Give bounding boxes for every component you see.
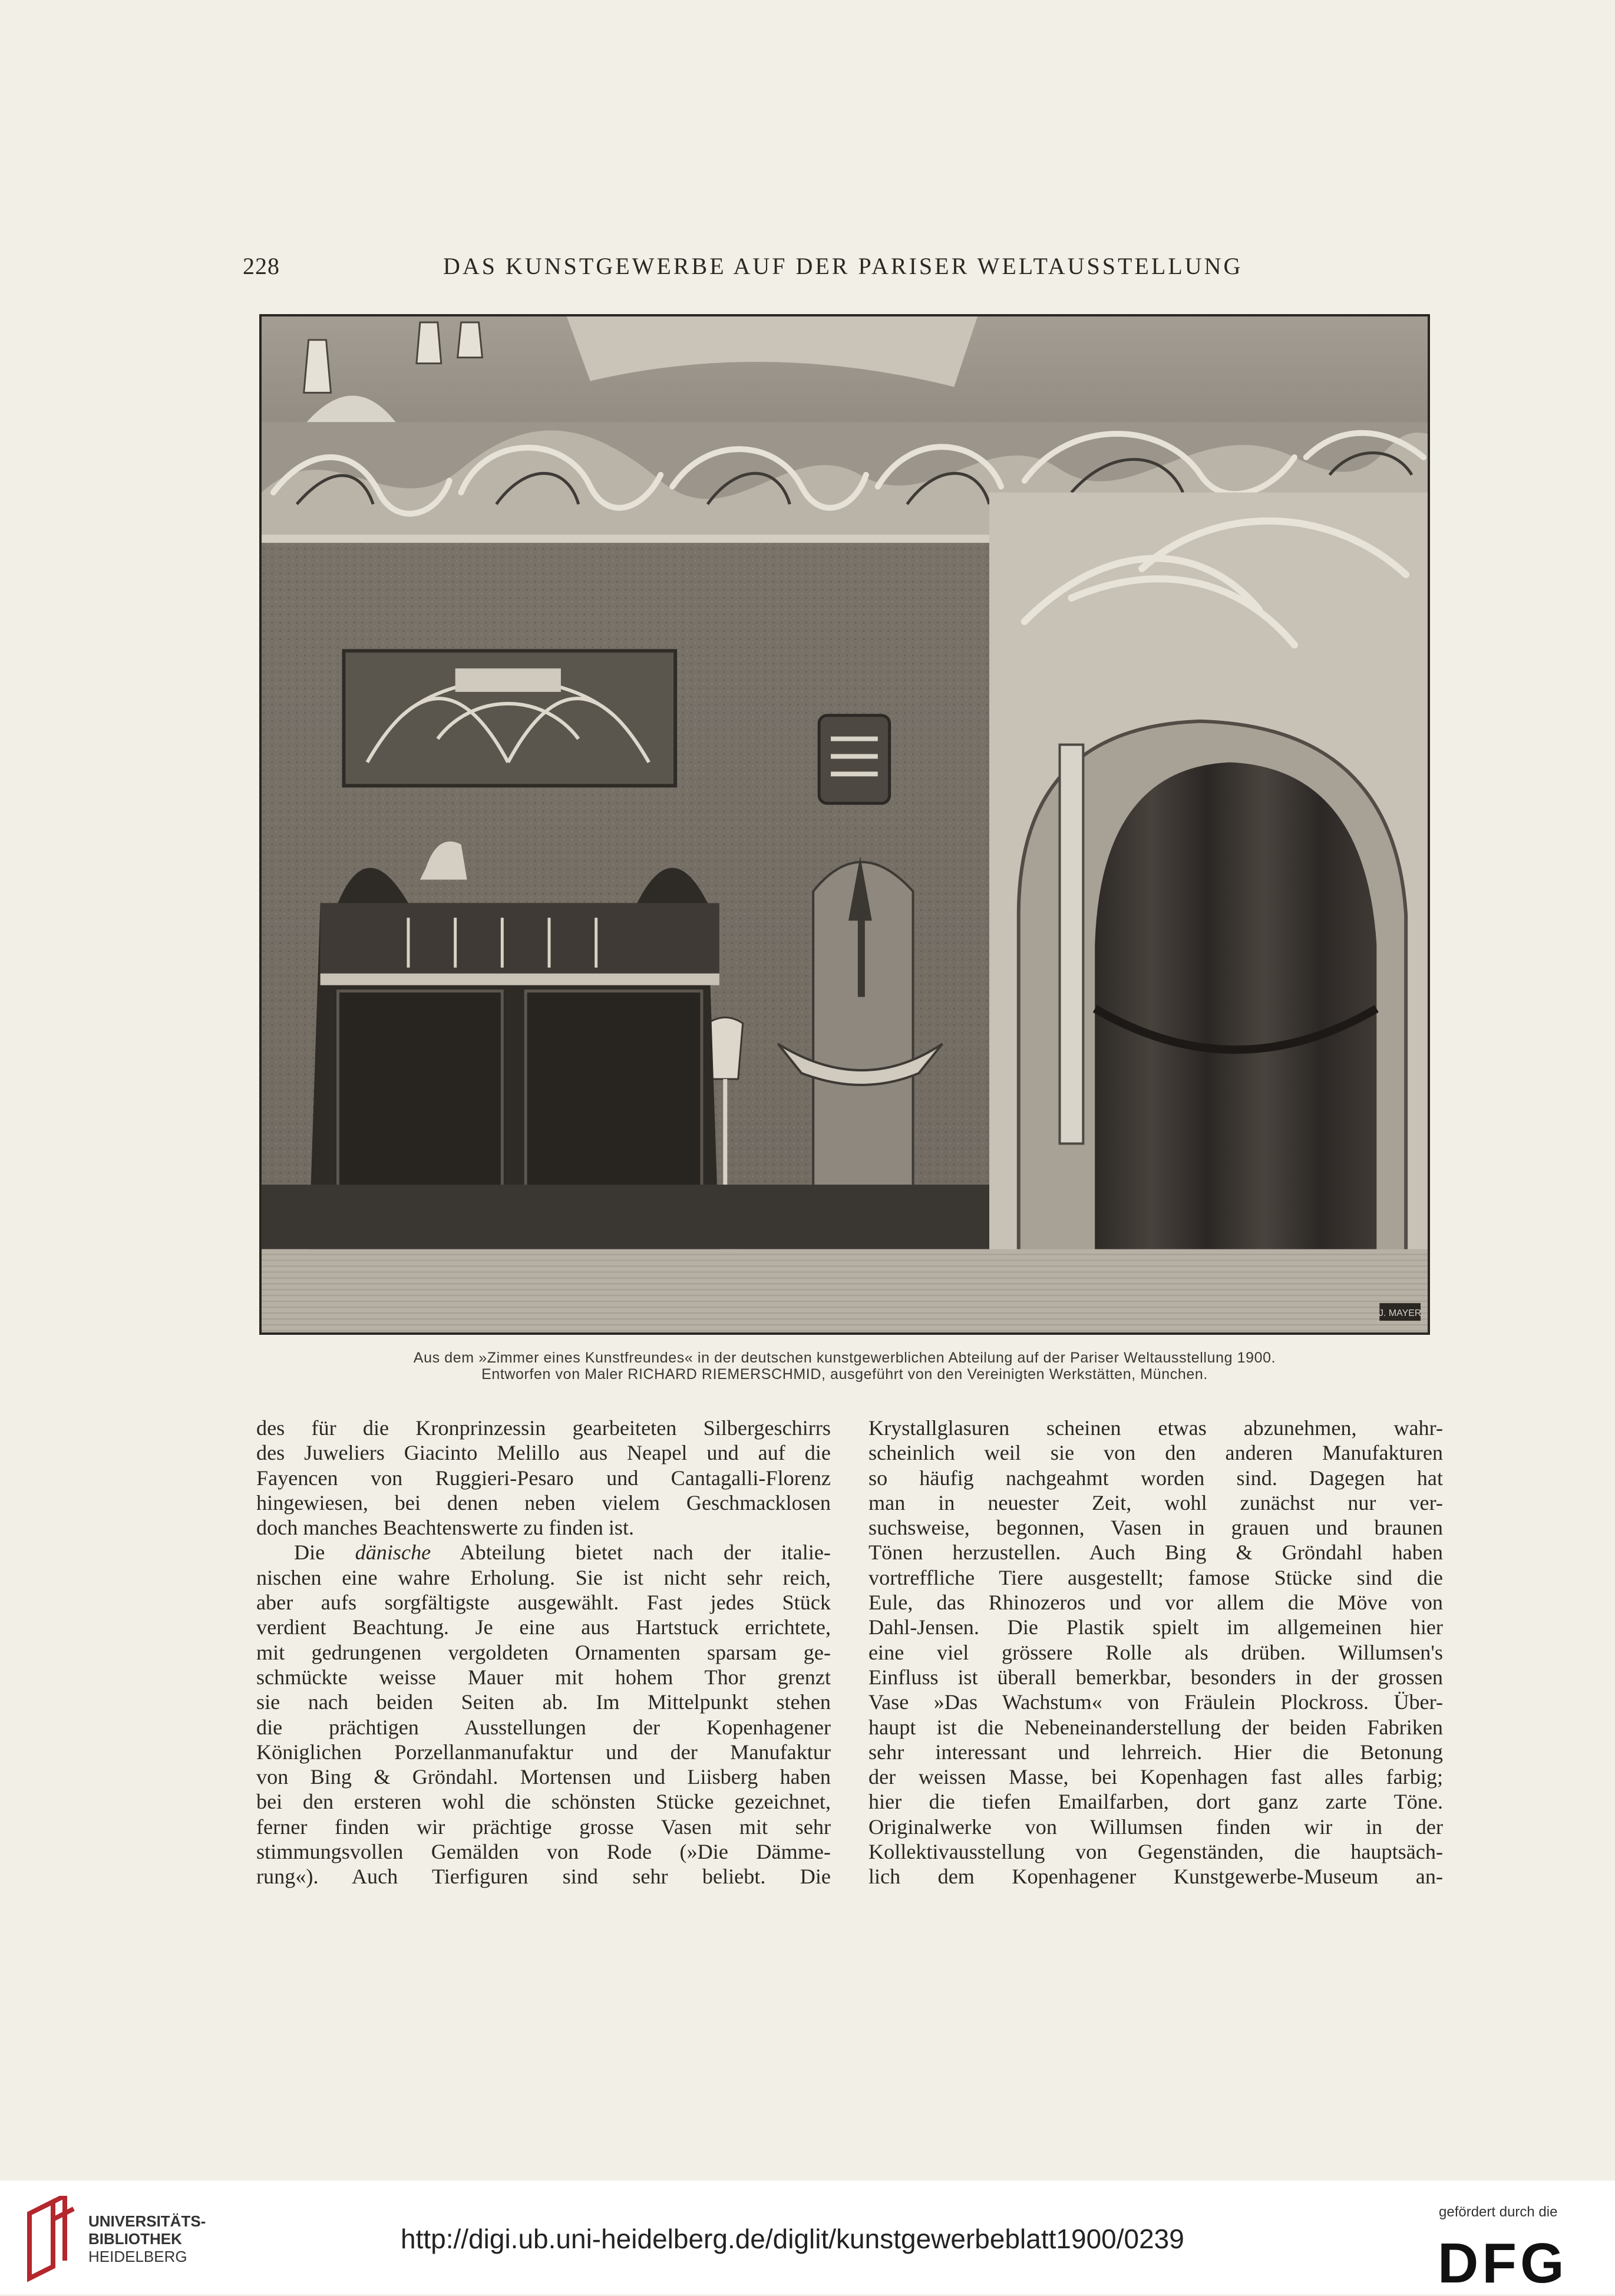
library-name-line-3: HEIDELBERG bbox=[88, 2248, 187, 2265]
funding-label: gefördert durch die bbox=[1439, 2204, 1558, 2220]
text-line: hier die tiefen Emailfarben, dort ganz zarte Töne. bbox=[868, 1790, 1443, 1814]
text-line: Krystallglasuren scheinen etwas abzunehmen, wahr- bbox=[868, 1416, 1443, 1440]
text-line: Kollektivausstellung von Gegenständen, die hauptsäch- bbox=[868, 1840, 1443, 1864]
text-line: suchsweise, begonnen, Vasen in grauen und braunen bbox=[868, 1516, 1443, 1540]
library-name-line-2: BIBLIOTHEK bbox=[88, 2230, 182, 2248]
text-run: Die bbox=[294, 1540, 325, 1565]
text-line: der weissen Masse, bei Kopenhagen fast alles farbig; bbox=[868, 1765, 1443, 1789]
text-line: schmückte weisse Mauer mit hohem Thor grenzt bbox=[256, 1665, 831, 1689]
digitization-footer bbox=[0, 2180, 1615, 2294]
text-line: stimmungsvollen Gemälden von Rode (»Die Dämme- bbox=[256, 1840, 831, 1864]
text-line: Originalwerke von Willumsen finden wir in der bbox=[868, 1815, 1443, 1839]
text-line: Vase »Das Wachstum« von Fräulein Plockross. Über- bbox=[868, 1690, 1443, 1714]
text-line: eine viel grössere Rolle als drüben. Willumsen's bbox=[868, 1640, 1443, 1664]
text-line: so häufig nachgeahmt worden sind. Dagegen hat bbox=[868, 1466, 1443, 1490]
text-line: verdient Beachtung. Je eine aus Hartstuck errichtete, bbox=[256, 1615, 831, 1639]
text-line: scheinlich weil sie von den anderen Manufakturen bbox=[868, 1441, 1443, 1465]
right-text-column bbox=[868, 1416, 1443, 1889]
library-name bbox=[88, 2212, 206, 2265]
text-line: Dahl-Jensen. Die Plastik spielt im allgemeinen hier bbox=[868, 1615, 1443, 1639]
text-line: die prächtigen Ausstellungen der Kopenhagener bbox=[256, 1715, 831, 1739]
text-line: doch manches Beachtenswerte zu finden ist. bbox=[256, 1516, 635, 1540]
interior-photograph bbox=[259, 314, 1430, 1335]
text-line bbox=[256, 1540, 831, 1565]
text-line: des Juweliers Giacinto Melillo aus Neapel und auf die bbox=[256, 1441, 831, 1465]
text-line: Einfluss ist überall bemerkbar, besonders in der grossen bbox=[868, 1665, 1443, 1689]
text-line: bei den ersteren wohl die schönsten Stücke gezeichnet, bbox=[256, 1790, 831, 1814]
text-line: rung«). Auch Tierfiguren sind sehr beliebt. Die bbox=[256, 1865, 831, 1889]
text-line: sie nach beiden Seiten ab. Im Mittelpunkt stehen bbox=[256, 1690, 831, 1714]
plate-caption-line-1: Aus dem »Zimmer eines Kunstfreundes« in der deutschen kunstgewerblichen Abteilung auf der Pariser Weltausstellung 1900. bbox=[413, 1350, 1276, 1366]
permalink-url[interactable]: http://digi.ub.uni-heidelberg.de/diglit/kunstgewerbeblatt1900/0239 bbox=[401, 2224, 1184, 2254]
text-run: Abteilung bietet nach der italie- bbox=[460, 1540, 831, 1565]
text-line: von Bing & Gröndahl. Mortensen und Liisberg haben bbox=[256, 1765, 831, 1789]
text-line: Fayencen von Ruggieri-Pesaro und Cantagalli-Florenz bbox=[256, 1466, 831, 1490]
text-line: hingewiesen, bei denen neben vielem Geschmacklosen bbox=[256, 1490, 831, 1515]
text-line: Eule, das Rhinozeros und vor allem die Möve von bbox=[868, 1591, 1443, 1615]
text-line: sehr interessant und lehrreich. Hier die Betonung bbox=[868, 1740, 1443, 1764]
text-line: des für die Kronprinzessin gearbeiteten Silbergeschirrs bbox=[256, 1416, 831, 1440]
page-number: 228 bbox=[243, 253, 280, 279]
plate-caption-line-2: Entworfen von Maler RICHARD RIEMERSCHMID, ausgeführt von den Vereinigten Werkstätten, München. bbox=[481, 1366, 1208, 1383]
text-line: lich dem Kopenhagener Kunstgewerbe-Museum an- bbox=[868, 1865, 1443, 1889]
photographer-signature: J. MAYER bbox=[1379, 1308, 1422, 1319]
text-line: Königlichen Porzellanmanufaktur und der Manufaktur bbox=[256, 1740, 831, 1764]
text-line: Tönen herzustellen. Auch Bing & Gröndahl haben bbox=[868, 1540, 1443, 1565]
dfg-logo: DFG bbox=[1438, 2232, 1568, 2295]
left-text-column bbox=[256, 1416, 831, 1889]
text-line: man in neuester Zeit, wohl zunächst nur ver- bbox=[868, 1490, 1443, 1515]
interior-photograph-drawing bbox=[262, 316, 1428, 1332]
running-title: DAS KUNSTGEWERBE AUF DER PARISER WELTAUSSTELLUNG bbox=[443, 253, 1243, 279]
text-line: ferner finden wir prächtige grosse Vasen mit sehr bbox=[256, 1815, 831, 1839]
text-line: haupt ist die Nebeneinanderstellung der beiden Fabriken bbox=[868, 1715, 1443, 1739]
text-line: vortreffliche Tiere ausgestellt; famose Stücke sind die bbox=[868, 1565, 1443, 1589]
text-line: mit gedrungenen vergoldeten Ornamenten sparsam ge- bbox=[256, 1640, 831, 1664]
library-name-line-1: UNIVERSITÄTS- bbox=[88, 2212, 206, 2230]
emphasis-danish: dänische bbox=[355, 1540, 431, 1565]
university-library-logo-icon bbox=[18, 2196, 88, 2284]
text-line: nischen eine wahre Erholung. Sie ist nicht sehr reich, bbox=[256, 1565, 831, 1589]
text-line: aber aufs sorgfältigste ausgewählt. Fast jedes Stück bbox=[256, 1591, 831, 1615]
